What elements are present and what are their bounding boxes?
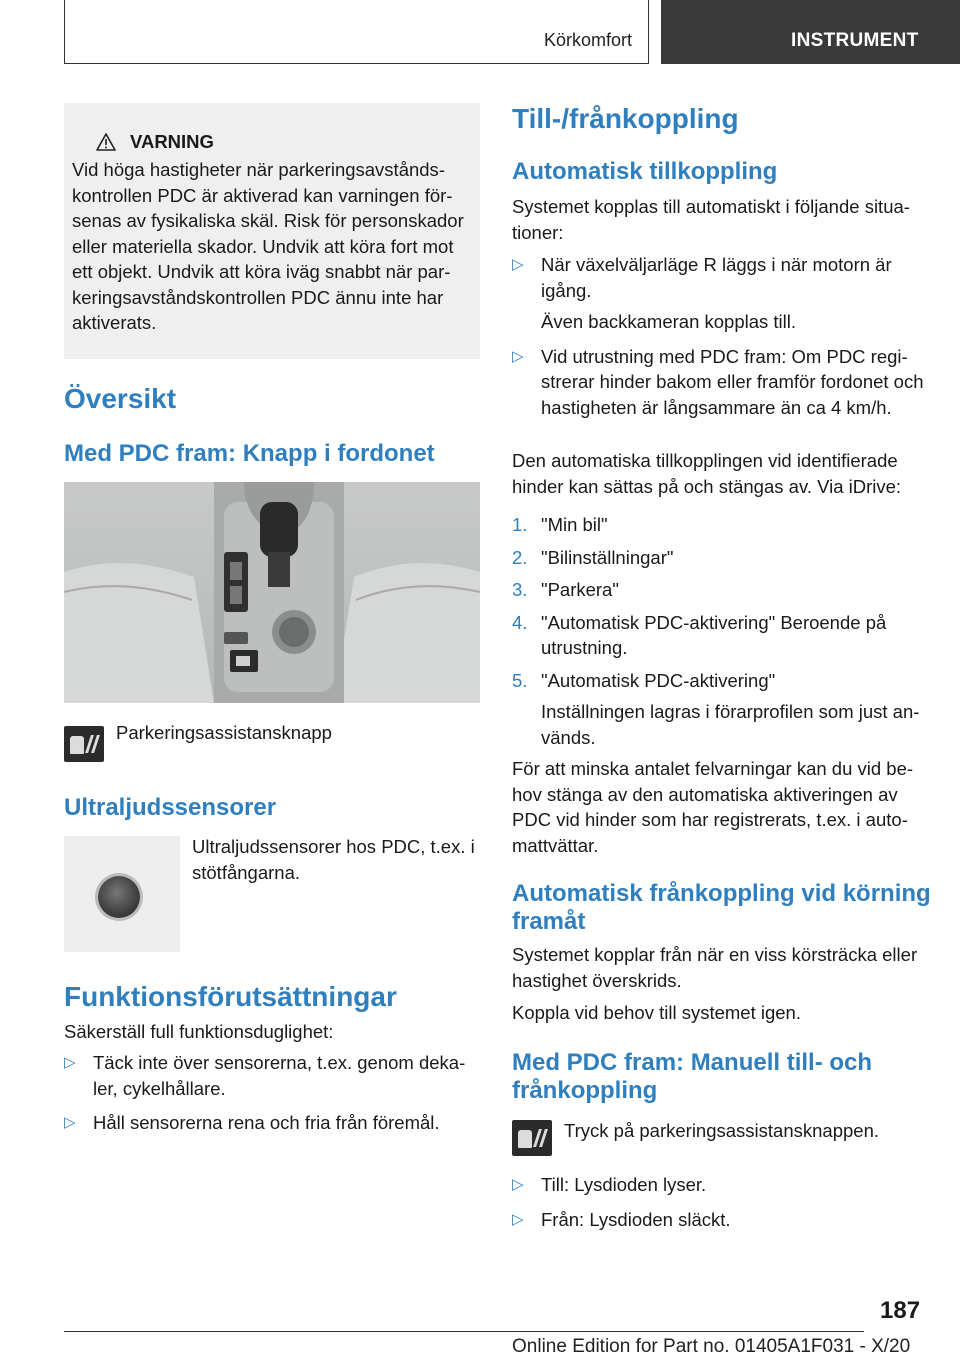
header-chapter-tab bbox=[661, 0, 960, 64]
idrive-steps bbox=[512, 512, 928, 757]
step-item: 2. "Bilinställningar" bbox=[512, 546, 674, 568]
auto-off-text: Systemet kopplar från när en viss körsträcka eller hastighet överskrids. bbox=[512, 944, 918, 991]
warning-triangle-icon bbox=[96, 133, 116, 151]
on-off-heading: Till-/frånkoppling bbox=[512, 103, 739, 134]
manual-heading: Med PDC fram: Manuell till- och frånkoppling bbox=[512, 1049, 873, 1104]
center-console-photo bbox=[64, 482, 480, 703]
pdc-button-heading: Med PDC fram: Knapp i fordonet bbox=[64, 440, 435, 467]
function-requirements-heading: Funktionsförutsättningar bbox=[64, 981, 397, 1012]
warning-title: VARNING bbox=[130, 131, 214, 152]
step-item: 3. "Parkera" bbox=[512, 579, 619, 600]
function-requirements-intro: Säkerställ full funktionsduglighet: bbox=[64, 1021, 334, 1042]
footer-divider bbox=[64, 1331, 864, 1332]
function-requirements-list bbox=[64, 1050, 480, 1145]
idrive-text: Den automatiska tillkopplingen vid identifierade hinder kan sättas på och stängas av. Via iDrive: bbox=[512, 450, 902, 497]
step-item: 4. "Automatisk PDC-aktivering" Beroende på utrustning. bbox=[512, 611, 887, 658]
auto-on-intro: Systemet kopplas till automatiskt i följande situationer: bbox=[512, 196, 910, 243]
auto-on-list bbox=[512, 252, 928, 429]
edition-text: Online Edition for Part no. 01405A1F031 - X/20 bbox=[512, 1336, 911, 1357]
parking-assist-button-icon-2 bbox=[512, 1120, 552, 1161]
step-item: 5. "Automatisk PDC-aktivering" Inställningen lagras i förarprofilen som just används. bbox=[512, 669, 920, 748]
list-item: ▷ Täck inte över sensorerna, t.ex. genom dekaler, cykelhållare. bbox=[64, 1050, 480, 1101]
warning-heading bbox=[96, 131, 472, 153]
ultrasound-sensor-image bbox=[64, 836, 180, 952]
auto-on-heading: Automatisk tillkoppling bbox=[512, 158, 778, 185]
header-section-title: Körkomfort bbox=[543, 30, 632, 50]
list-item: ▷ Vid utrustning med PDC fram: Om PDC registrerar hinder bakom eller framför fordonet och hastigheten är långsammare än ca 4 km/h. bbox=[512, 344, 928, 421]
reduce-warnings-text: För att minska antalet felvarningar kan du vid behov stänga av den automatiska aktiveringen av PDC vid hinder som har registrerats, t.ex. i automattvättar. bbox=[512, 758, 914, 856]
auto-off-heading: Automatisk frånkoppling vid körning framåt bbox=[512, 880, 931, 935]
manual-list bbox=[512, 1172, 928, 1241]
oversikt-heading: Översikt bbox=[64, 383, 177, 414]
manual-text: Tryck på parkeringsassistansknappen. bbox=[564, 1120, 879, 1141]
list-item: ▷ Från: Lysdioden släckt. bbox=[512, 1207, 928, 1233]
list-item: ▷ När växelväljarläge R läggs i när motorn är igång. Även backkameran kopplas till. bbox=[512, 252, 928, 335]
parking-assist-button-icon bbox=[64, 726, 104, 767]
button-caption: Parkeringsassistansknapp bbox=[116, 722, 332, 743]
step-item: 1. "Min bil" bbox=[512, 514, 608, 535]
list-item: ▷ Till: Lysdioden lyser. bbox=[512, 1172, 928, 1198]
warning-box bbox=[64, 103, 480, 359]
ultrasound-text: Ultraljudssensorer hos PDC, t.ex. i stötfångarna. bbox=[192, 836, 475, 883]
ultrasound-heading: Ultraljudssensorer bbox=[64, 794, 277, 821]
list-item: ▷ Håll sensorerna rena och fria från föremål. bbox=[64, 1110, 480, 1136]
header-section-box bbox=[64, 0, 649, 64]
auto-off-text-2: Koppla vid behov till systemet igen. bbox=[512, 1002, 801, 1023]
header-chapter-label: INSTRUMENT bbox=[791, 30, 919, 51]
warning-text: Vid höga hastigheter när parkeringsavståndskontrollen PDC är aktiverad kan varningen försenas av fysikaliska skäl. Risk för personskador eller materiella skador. Undvik att köra fort mot ett objekt. Undvik att köra iväg snabbt när parkeringsavståndskontrollen PDC ännu inte har aktiverats. bbox=[72, 159, 464, 333]
page-number: 187 bbox=[880, 1297, 921, 1324]
